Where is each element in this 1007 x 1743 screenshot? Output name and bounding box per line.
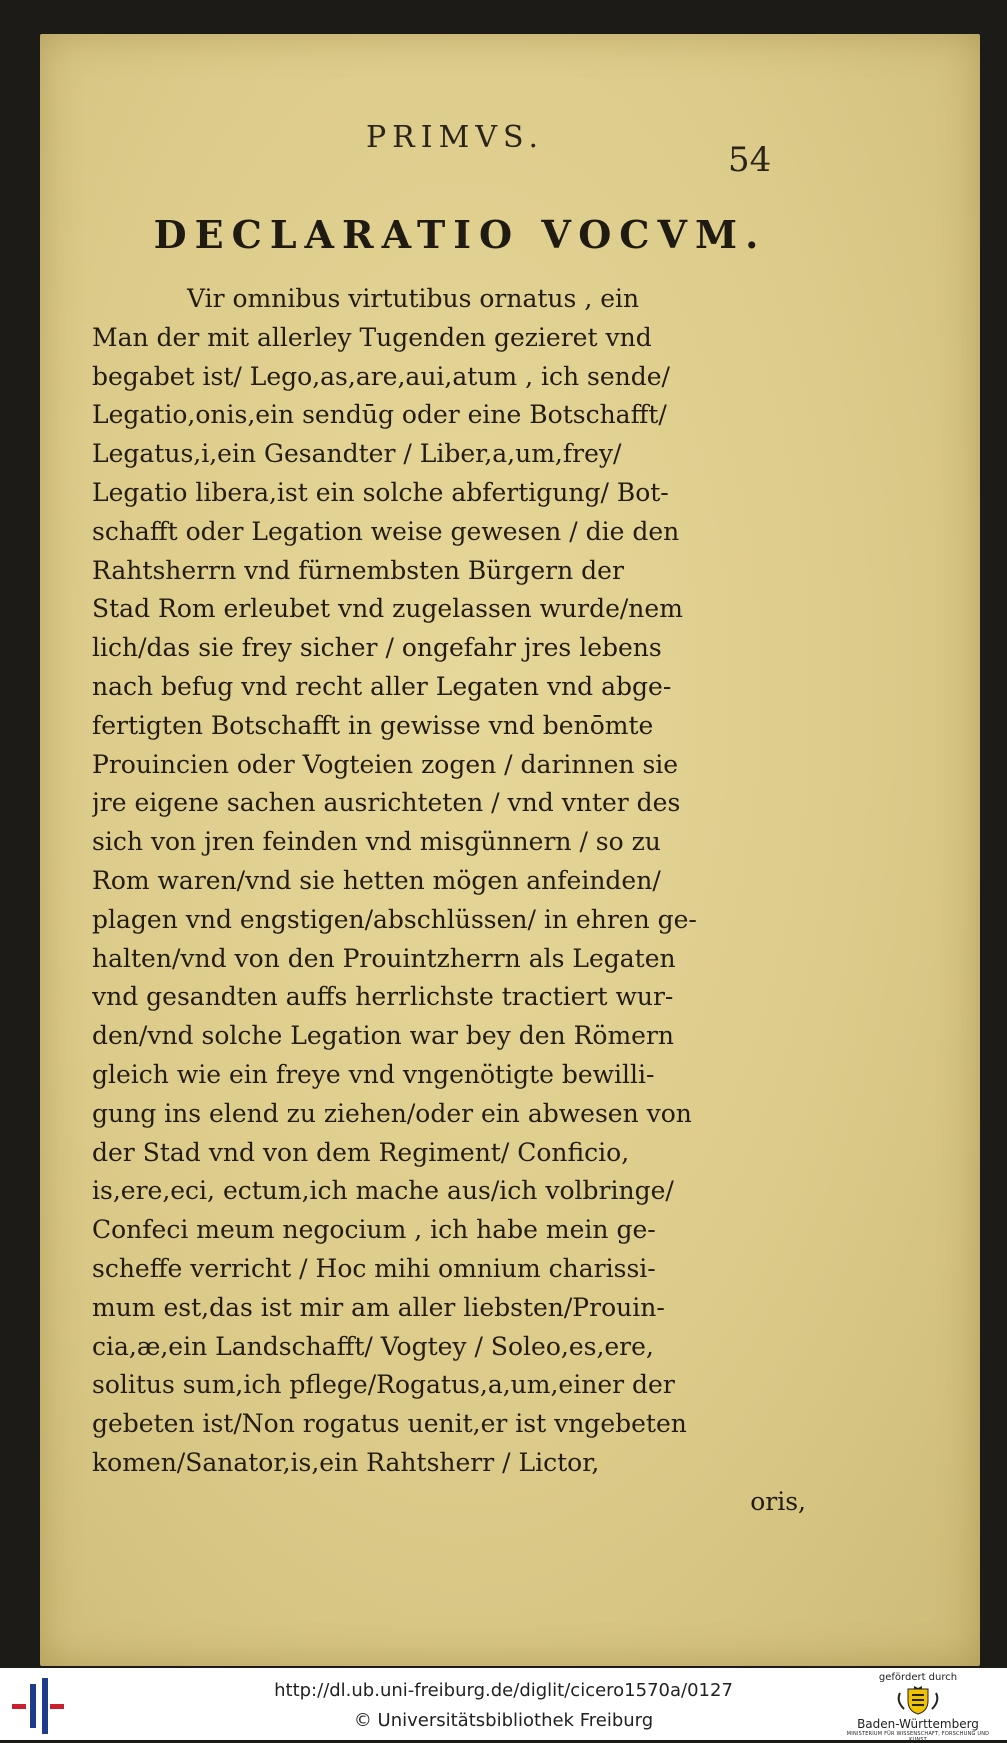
text-line: jre eigene sachen ausrichteten / vnd vnter des: [92, 788, 681, 818]
running-head: PRIMVS.: [365, 120, 545, 155]
book-page: [40, 34, 980, 1666]
text-line: is,ere,eci, ectum,ich mache aus/ich volbringe/: [92, 1176, 674, 1206]
text-line: Man der mit allerley Tugenden gezieret vnd: [92, 322, 652, 352]
text-line: Prouincien oder Vogteien zogen / darinnen sie: [92, 749, 679, 779]
text-line: plagen vnd engstigen/abschlüssen/ in ehren ge-: [92, 904, 697, 934]
text-line: gung ins elend zu ziehen/oder ein abwesen von: [92, 1098, 692, 1128]
text-line: lich/das sie frey sicher / ongefahr jres lebens: [92, 633, 662, 663]
sponsor-ministry: MINISTERIUM FÜR WISSENSCHAFT, FORSCHUNG UND KUNST: [846, 1731, 990, 1743]
body-text: [92, 280, 806, 1522]
text-line: solitus sum,ich pflege/Rogatus,a,um,einer der: [92, 1370, 675, 1400]
footer-bar: [0, 1668, 1007, 1743]
text-line: sich von jren feinden vnd misgünnern / so zu: [92, 827, 661, 857]
text-line: komen/Sanator,is,ein Rahtsherr / Lictor,: [92, 1447, 600, 1477]
text-line: Rahtsherrn vnd fürnembsten Bürgern der: [92, 555, 624, 585]
text-line: Legatio libera,ist ein solche abfertigung/ Bot-: [92, 477, 669, 507]
text-line: Legatus,i,ein Gesandter / Liber,a,um,frey/: [92, 439, 622, 469]
text-line: oris,: [750, 1486, 806, 1516]
coat-of-arms-icon: [894, 1685, 942, 1715]
text-line: gleich wie ein freye vnd vngenötigte bewilli-: [92, 1059, 655, 1089]
footer-url[interactable]: http://dl.ub.uni-freiburg.de/diglit/cicero1570a/0127: [274, 1680, 733, 1701]
text-line: cia,æ,ein Landschafft/ Vogtey / Soleo,es,ere,: [92, 1331, 654, 1361]
text-line: scheffe verricht / Hoc mihi omnium charissi-: [92, 1253, 656, 1283]
text-line: fertigten Botschafft in gewisse vnd benōmte: [92, 710, 654, 740]
text-line: schafft oder Legation weise gewesen / die den: [92, 516, 680, 546]
text-line: mum est,das ist mir am aller liebsten/Prouin-: [92, 1292, 665, 1322]
text-line: den/vnd solche Legation war bey den Römern: [92, 1021, 675, 1051]
sponsor-label: gefördert durch: [878, 1672, 958, 1683]
sponsor-name: Baden-Württemberg: [857, 1717, 979, 1731]
text-line: begabet ist/ Lego,as,are,aui,atum , ich sende/: [92, 361, 670, 391]
page-number: 54: [728, 140, 772, 180]
text-line: Confeci meum negocium , ich habe mein ge-: [92, 1215, 656, 1245]
footer-copyright: © Universitätsbibliothek Freiburg: [353, 1710, 654, 1731]
text-line: vnd gesandten auffs herrlichste tractiert wur-: [92, 982, 674, 1012]
text-line: der Stad vnd von dem Regiment/ Conficio,: [92, 1137, 630, 1167]
text-line: gebeten ist/Non rogatus uenit,er ist vngebeten: [92, 1409, 687, 1439]
text-line: Vir omnibus virtutibus ornatus , ein: [187, 284, 640, 313]
text-line: Stad Rom erleubet vnd zugelassen wurde/nem: [92, 594, 683, 624]
section-title: DECLARATIO VOCVM.: [153, 212, 767, 257]
text-line: nach befug vnd recht aller Legaten vnd abge-: [92, 671, 672, 701]
sponsor-block[interactable]: [843, 1672, 993, 1743]
text-line: halten/vnd von den Prouintzherrn als Legaten: [92, 943, 676, 973]
text-line: Rom waren/vnd sie hetten mögen anfeinden/: [92, 865, 661, 895]
text-line: Legatio,onis,ein sendūg oder eine Botschafft/: [92, 400, 667, 430]
